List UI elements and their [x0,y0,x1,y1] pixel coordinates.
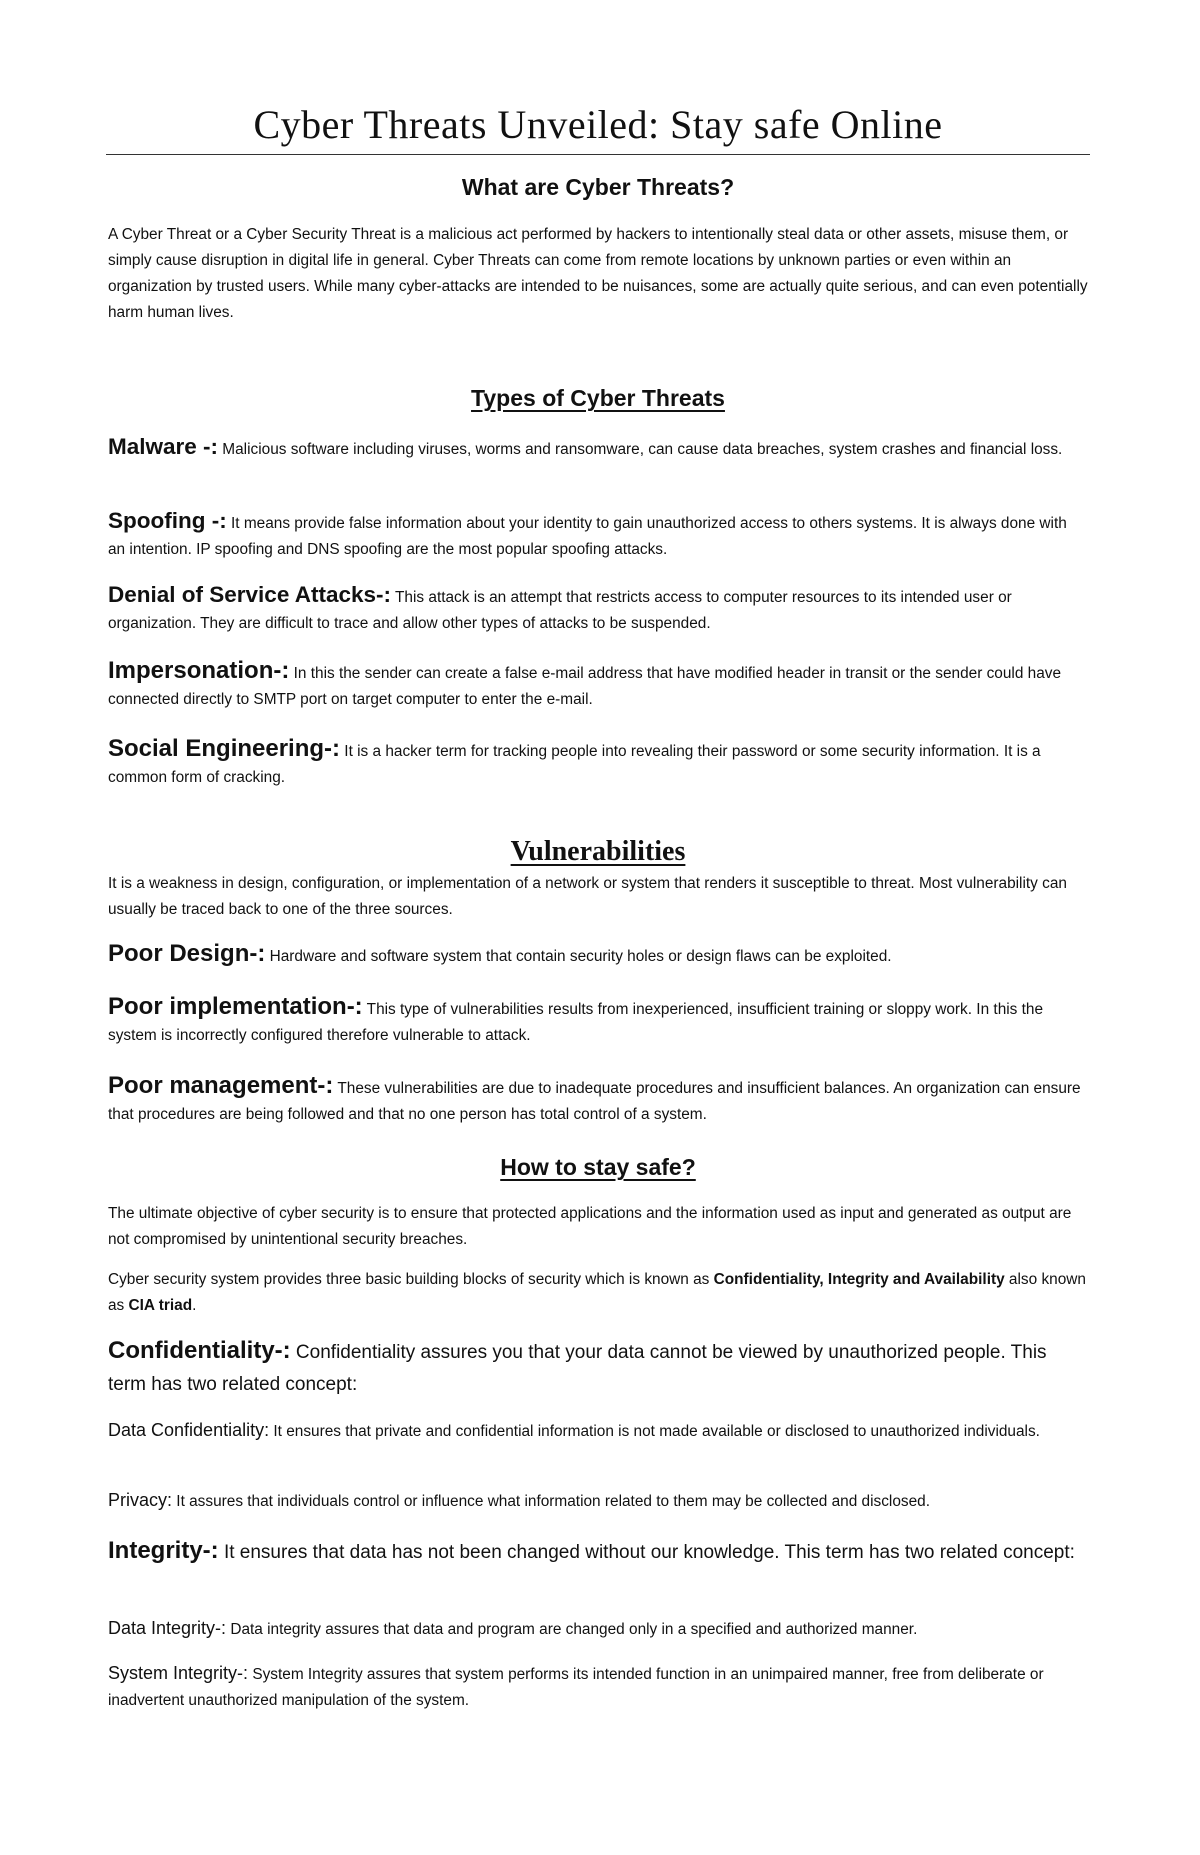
term-system-integrity: System Integrity-: [108,1663,249,1683]
vuln-term-poor-design: Poor Design-: [108,940,266,967]
vuln-item-poor-design [108,941,1088,970]
item-data-integrity [108,1615,1088,1643]
threat-text-social-engineering: It is a hacker term for tracking people into revealing their password or some security information. It is a common form of cracking. [108,743,1041,786]
term-data-integrity: Data Integrity-: [108,1618,227,1638]
term-data-confidentiality: Data Confidentiality: [108,1420,270,1440]
threat-item-impersonation [108,658,1088,713]
threat-item-social-engineering [108,736,1088,791]
cia-bold-terms: Confidentiality, Integrity and Availability [713,1271,1005,1288]
text-data-confidentiality: It ensures that private and confidential information is not made available or disclosed to unauthorized individuals. [269,1423,1040,1440]
term-privacy: Privacy: [108,1490,173,1510]
text-integrity: It ensures that data has not been changed without our knowledge. This term has two related concept: [218,1542,1075,1563]
paragraph-safe-objective: The ultimate objective of cyber security is to ensure that protected applications and the information used as input and generated as output are not compromised by unintentional security breaches. [108,1205,1072,1248]
threat-text-spoofing: It means provide false information about your identity to gain unauthorized access to others systems. It is always done with an intention. IP spoofing and DNS spoofing are the most popular spoofing attacks. [108,515,1067,558]
vuln-term-poor-management: Poor management-: [108,1072,334,1099]
item-privacy [108,1487,1088,1515]
threat-item-spoofing [108,508,1088,563]
term-integrity: Integrity-: [108,1537,219,1564]
page-title: Cyber Threats Unveiled: Stay safe Online [253,102,943,147]
cia-text-c: also known as [108,1271,1086,1314]
paragraph-cia-triad [108,1267,1088,1319]
heading-what-are-cyber-threats: What are Cyber Threats? [461,174,735,200]
paragraph-what-body: A Cyber Threat or a Cyber Security Threat is a malicious act performed by hackers to intentionally steal data or other assets, misuse them, or simply cause disruption in digital life in general. Cyber Threats can come from remote locations by unknown parties or even within an organization by trusted users. While many cyber-attacks are intended to be nuisances, some are actually quite serious, and can even potentially harm human lives. [108,226,1088,321]
vuln-text-poor-management: These vulnerabilities are due to inadequate procedures and insufficient balances. An organization can ensure that procedures are being followed and that no one person has total control of a system. [108,1080,1081,1123]
threat-text-impersonation: In this the sender can create a false e-mail address that have modified header in transit or the sender could have connected directly to SMTP port on target computer to enter the e-mail. [108,665,1062,708]
text-system-integrity: System Integrity assures that system performs its intended function in an unimpaired manner, free from deliberate or inadvertent unauthorized manipulation of the system. [108,1666,1044,1709]
paragraph-vulnerabilities-intro: It is a weakness in design, configuration, or implementation of a network or system that renders it susceptible to threat. Most vulnerability can usually be traced back to one of the three sources. [108,875,1067,918]
vuln-text-poor-implementation: This type of vulnerabilities results from inexperienced, insufficient training or sloppy work. In this the system is incorrectly configured therefore vulnerable to attack. [108,1001,1044,1044]
term-confidentiality: Confidentiality-: [108,1337,291,1364]
threat-item-malware [108,434,1088,463]
threat-term-impersonation: Impersonation-: [108,657,290,684]
heading-how-to-stay-safe: How to stay safe? [500,1154,696,1180]
text-confidentiality: Confidentiality assures you that your data cannot be viewed by unauthorized people. This term has two related concept: [108,1342,1047,1395]
heading-vulnerabilities: Vulnerabilities [510,836,686,867]
threat-text-dos: This attack is an attempt that restricts access to computer resources to its intended user or organization. They are difficult to trace and allow other types of attacks to be suspended. [108,589,1012,632]
threat-item-dos [108,582,1088,637]
cia-text-e: . [192,1297,197,1314]
item-integrity [108,1535,1088,1569]
item-confidentiality [108,1335,1088,1401]
threat-term-spoofing: Spoofing -: [108,508,227,533]
cia-triad-label: CIA triad [128,1297,193,1314]
item-data-confidentiality [108,1417,1088,1445]
vuln-term-poor-implementation: Poor implementation-: [108,993,363,1020]
threat-text-malware: Malicious software including viruses, worms and ransomware, can cause data breaches, system crashes and financial loss. [218,441,1063,458]
threat-term-social-engineering: Social Engineering-: [108,735,341,762]
vuln-item-poor-management [108,1073,1088,1128]
title-underline [106,154,1090,155]
cia-text-a: Cyber security system provides three basic building blocks of security which is known as [108,1271,714,1288]
text-data-integrity: Data integrity assures that data and program are changed only in a specified and authorized manner. [226,1621,918,1638]
threat-term-malware: Malware -: [108,434,219,459]
threat-term-dos: Denial of Service Attacks-: [108,582,392,607]
vuln-text-poor-design: Hardware and software system that contain security holes or design flaws can be exploited. [265,948,892,965]
item-system-integrity [108,1660,1088,1714]
text-privacy: It assures that individuals control or influence what information related to them may be collected and disclosed. [172,1493,930,1510]
heading-types-of-cyber-threats: Types of Cyber Threats [471,385,725,411]
vuln-item-poor-implementation [108,994,1088,1049]
